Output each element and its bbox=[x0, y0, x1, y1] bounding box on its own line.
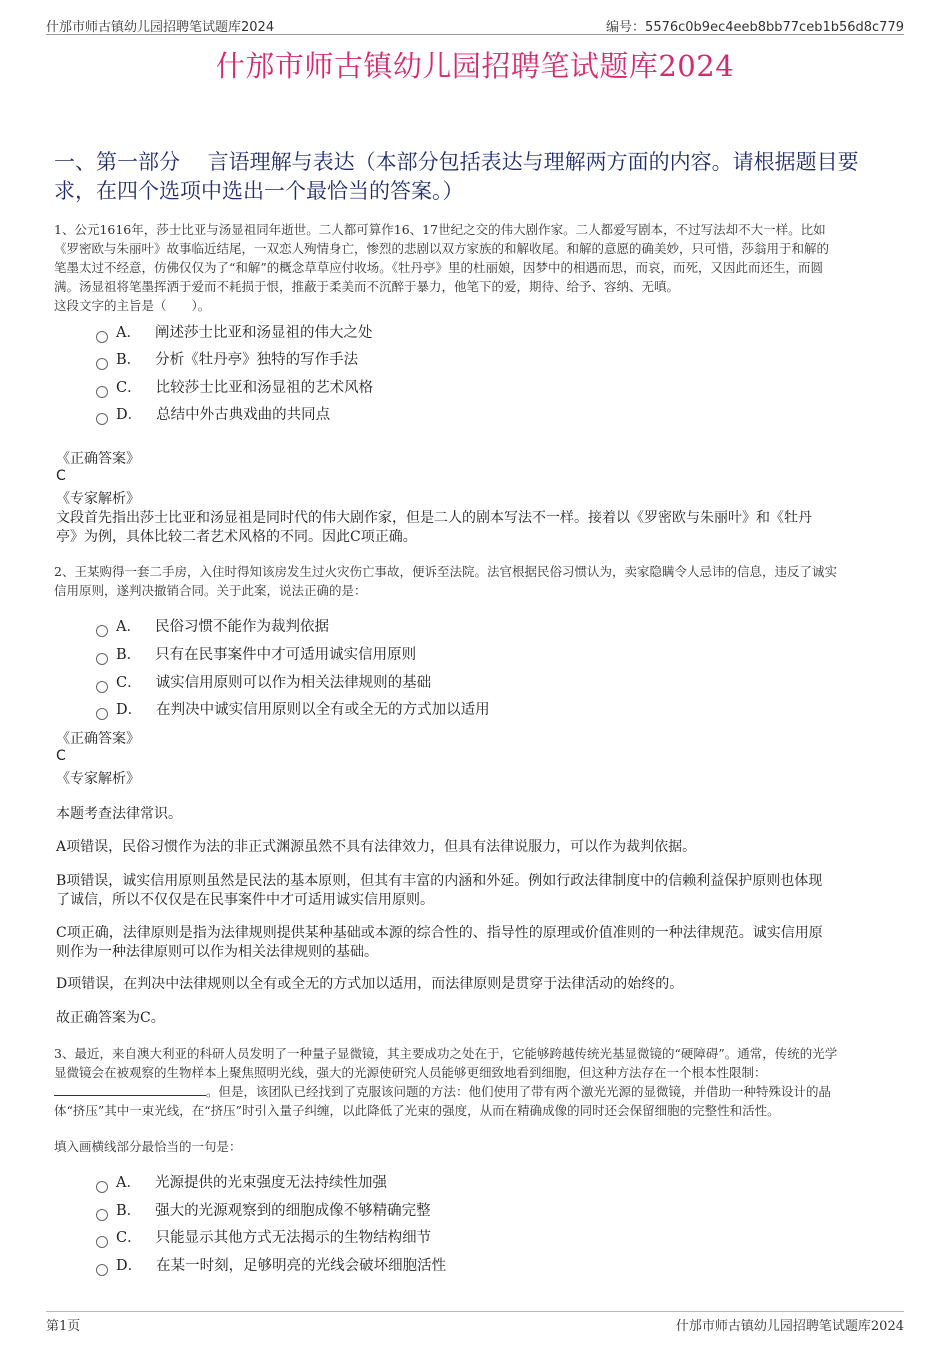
q1-option-b[interactable] bbox=[96, 348, 358, 372]
fill-in-blank bbox=[54, 1082, 206, 1096]
q2-answer: C bbox=[56, 748, 66, 764]
option-letter: C． bbox=[116, 1230, 142, 1246]
q2-analysis-intro: 本题考查法律常识。 bbox=[56, 806, 182, 822]
header-doc-title: 什邡市师古镇幼儿园招聘笔试题库2024 bbox=[46, 20, 275, 35]
option-text: 强大的光源观察到的细胞成像不够精确完整 bbox=[155, 1203, 431, 1219]
analysis-line: C项正确，法律原则是指为法律规则提供某种基础或本源的综合性的、指导性的原理或价值准则的一种法律规范。诚实信用原 bbox=[56, 925, 823, 941]
radio-icon[interactable] bbox=[96, 1181, 108, 1193]
q2-analysis-c bbox=[56, 924, 896, 962]
q2-analysis-b bbox=[56, 872, 896, 910]
option-letter: A． bbox=[116, 325, 141, 341]
option-text: 比较莎士比亚和汤显祖的艺术风格 bbox=[155, 380, 374, 396]
q2-line: 信用原则，遂判决撤销合同。关于此案，说法正确的是： bbox=[54, 583, 367, 598]
q1-analysis-label: 《专家解析》 bbox=[56, 491, 140, 507]
q3-option-b[interactable] bbox=[96, 1199, 431, 1223]
option-letter: D． bbox=[116, 1258, 143, 1274]
option-text: 分析《牡丹亭》独特的写作手法 bbox=[155, 352, 359, 368]
radio-icon[interactable] bbox=[96, 1264, 108, 1276]
q1-line: 满。汤显祖将笔墨挥洒于爱而不耗损于恨，推蔽于柔美而不沉醉于暴力，他笔下的爱，期待、给予、容纳、无嗔。 bbox=[54, 279, 680, 294]
option-text: 民俗习惯不能作为裁判依据 bbox=[154, 619, 329, 635]
option-letter: A． bbox=[116, 619, 141, 635]
document-title: 什邡市师古镇幼儿园招聘笔试题库2024 bbox=[215, 49, 735, 83]
analysis-line: 了诚信，所以不仅仅是在民事案件中才可适用诚实信用原则。 bbox=[56, 892, 434, 908]
section-title: 一、第一部分 言语理解与表达（本部分包括表达与理解两方面的内容。请根据题目要求，在四个选项中选出一个最恰当的答案。） bbox=[54, 150, 859, 203]
footer-doc-title: 什邡市师古镇幼儿园招聘笔试题库2024 bbox=[675, 1319, 904, 1334]
radio-icon[interactable] bbox=[96, 708, 108, 720]
page-header bbox=[46, 14, 904, 35]
option-text: 在判决中诚实信用原则以全有或全无的方式加以适用 bbox=[156, 702, 490, 718]
q1-line: 《罗密欧与朱丽叶》故事临近结尾，一双恋人殉情身亡，惨烈的悲剧以双方家族的和解收尾。和解的意愿的确美妙，只可惜，莎翁用于和解的 bbox=[54, 241, 830, 256]
header-doc-id: 编号：5576c0b9ec4eeb8bb77ceb1b56d8c779 bbox=[606, 20, 904, 35]
q1-option-c[interactable] bbox=[96, 376, 373, 400]
q2-analysis-d: D项错误，在判决中法律规则以全有或全无的方式加以适用，而法律原则是贯穿于法律活动的始终的。 bbox=[56, 976, 684, 992]
option-text: 在某一时刻，足够明亮的光线会破坏细胞活性 bbox=[156, 1258, 447, 1274]
q3-prompt: 填入画横线部分最恰当的一句是： bbox=[54, 1139, 242, 1154]
option-text: 阐述莎士比亚和汤显祖的伟大之处 bbox=[154, 325, 373, 341]
q2-option-d[interactable] bbox=[96, 698, 490, 722]
q2-analysis-a: A项错误，民俗习惯作为法的非正式渊源虽然不具有法律效力，但具有法律说服力，可以作为裁判依据。 bbox=[56, 839, 697, 855]
option-letter: B． bbox=[116, 1203, 142, 1219]
q1-line: 笔墨太过不经意，仿佛仅仅为了“和解”的概念草草应付收场。《牡丹亭》里的杜丽娘，因梦中的相遇而思，而哀，而死，又因此而还生，而圆 bbox=[54, 260, 824, 275]
q1-answer-label: 《正确答案》 bbox=[56, 451, 140, 467]
question-1-stem bbox=[54, 220, 896, 315]
q1-option-d[interactable] bbox=[96, 403, 330, 427]
q3-line: 显微镜会在被观察的生物样本上聚焦照明光线，强大的光源使研究人员能够更细致地看到细胞，但这种方法存在一个根本性限制： bbox=[54, 1065, 767, 1080]
option-letter: A． bbox=[116, 1175, 141, 1191]
radio-icon[interactable] bbox=[96, 386, 108, 398]
q3-line: 体“挤压”其中一束光线，在“挤压”时引入量子纠缠，以此降低了光束的强度，从而在精确成像的同时还会保留细胞的完整性和活性。 bbox=[54, 1103, 780, 1118]
option-letter: B． bbox=[116, 352, 142, 368]
q2-option-b[interactable] bbox=[96, 643, 416, 667]
page-footer bbox=[46, 1311, 904, 1332]
option-text: 总结中外古典戏曲的共同点 bbox=[156, 407, 331, 423]
q2-analysis-conclusion: 故正确答案为C。 bbox=[56, 1010, 165, 1026]
question-2-stem bbox=[54, 562, 896, 600]
analysis-line: B项错误，诚实信用原则虽然是民法的基本原则，但其有丰富的内涵和外延。例如行政法律制度中的信赖利益保护原则也体现 bbox=[56, 873, 823, 889]
q3-line: 。但是，该团队已经找到了克服该问题的方法：他们使用了带有两个激光光源的显微镜，并借助一种特殊设计的晶 bbox=[206, 1084, 832, 1099]
footer-page-number: 第1页 bbox=[46, 1319, 81, 1334]
option-letter: C． bbox=[116, 675, 142, 691]
q1-line: 1、公元1616年，莎士比亚与汤显祖同年逝世。二人都可算作16、17世纪之交的伟大剧作家。二人都爱写剧本，不过写法却不大一样。比如 bbox=[54, 222, 826, 237]
analysis-line: 则作为一种法律原则可以作为相关法律规则的基础。 bbox=[56, 944, 378, 960]
q2-analysis-label: 《专家解析》 bbox=[56, 771, 140, 787]
radio-icon[interactable] bbox=[96, 681, 108, 693]
radio-icon[interactable] bbox=[96, 413, 108, 425]
analysis-line: 文段首先指出莎士比亚和汤显祖是同时代的伟大剧作家，但是二人的剧本写法不一样。接着以《罗密欧与朱丽叶》和《牡丹 bbox=[56, 510, 812, 526]
question-3-stem bbox=[54, 1044, 896, 1120]
q2-answer-label: 《正确答案》 bbox=[56, 731, 140, 747]
q2-option-a[interactable] bbox=[96, 615, 329, 639]
q1-answer: C bbox=[56, 468, 66, 484]
q3-line-with-blank bbox=[54, 1082, 896, 1101]
q1-analysis bbox=[56, 509, 896, 547]
radio-icon[interactable] bbox=[96, 1209, 108, 1221]
q3-option-a[interactable] bbox=[96, 1171, 387, 1195]
q2-line: 2、王某购得一套二手房，入住时得知该房发生过火灾伤亡事故，便诉至法院。法官根据民俗习惯认为，卖家隐瞒令人忌讳的信息，违反了诚实 bbox=[54, 564, 837, 579]
option-text: 光源提供的光束强度无法持续性加强 bbox=[154, 1175, 387, 1191]
radio-icon[interactable] bbox=[96, 653, 108, 665]
radio-icon[interactable] bbox=[96, 358, 108, 370]
q2-option-c[interactable] bbox=[96, 671, 431, 695]
q3-option-d[interactable] bbox=[96, 1254, 446, 1278]
option-text: 只能显示其他方式无法揭示的生物结构细节 bbox=[155, 1230, 432, 1246]
option-text: 诚实信用原则可以作为相关法律规则的基础 bbox=[155, 675, 432, 691]
radio-icon[interactable] bbox=[96, 1236, 108, 1248]
radio-icon[interactable] bbox=[96, 625, 108, 637]
option-letter: D． bbox=[116, 407, 143, 423]
q1-option-a[interactable] bbox=[96, 321, 372, 345]
radio-icon[interactable] bbox=[96, 331, 108, 343]
option-letter: C． bbox=[116, 380, 142, 396]
option-text: 只有在民事案件中才可适用诚实信用原则 bbox=[155, 647, 417, 663]
q3-option-c[interactable] bbox=[96, 1226, 431, 1250]
q1-line: 这段文字的主旨是（ ）。 bbox=[54, 298, 211, 313]
option-letter: B． bbox=[116, 647, 142, 663]
q3-line: 3、最近，来自澳大利亚的科研人员发明了一种量子显微镜，其主要成功之处在于，它能够跨越传统光基显微镜的“硬障碍”。通常，传统的光学 bbox=[54, 1046, 838, 1061]
option-letter: D． bbox=[116, 702, 143, 718]
analysis-line: 亭》为例，具体比较二者艺术风格的不同。因此C项正确。 bbox=[56, 529, 417, 545]
